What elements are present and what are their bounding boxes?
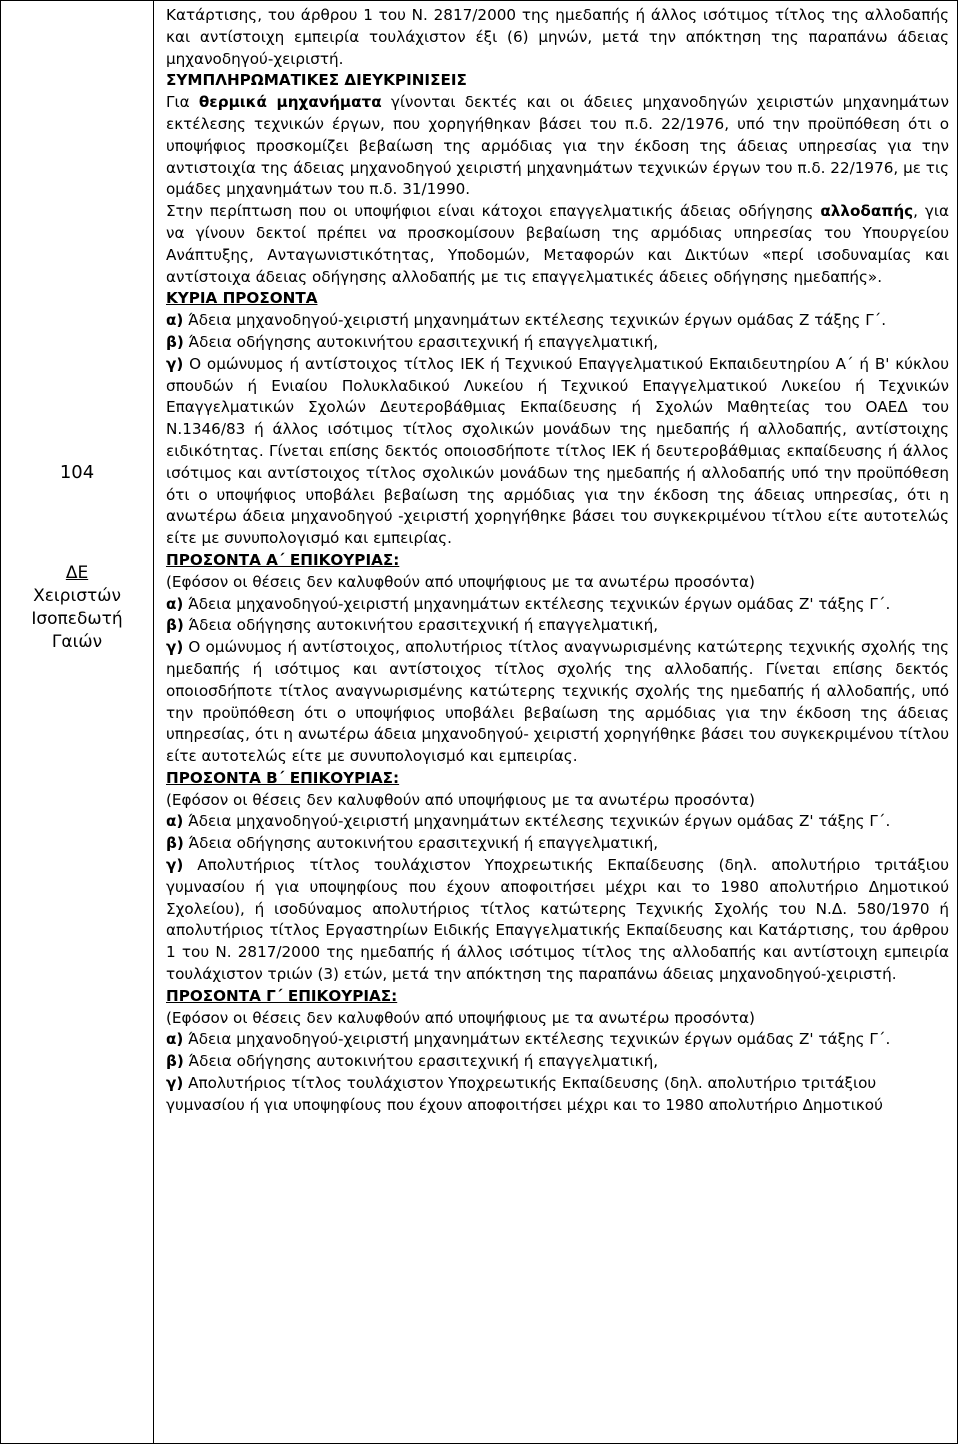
clarifications-paragraph-2: Στην περίπτωση που οι υποψήφιοι είναι κάτοχοι επαγγελματικής άδειας οδήγησης αλλοδαπής, για να γίνουν δεκτοί πρέπει να προσκομίσουν βεβαίωση της αρμόδιας υπηρεσίας του Υπουργείου Ανάπτυξης, Ανταγωνιστικότητας, Υποδομών, Μεταφορών και Δικτύων «περί ισοδυναμίας και αντίστοιχα άδειας οδήγησης αλλοδαπής με τις επαγγελματικές άδειες οδήγησης ημεδαπής». [166,202,949,286]
aux-b-qual-a: α) Άδεια μηχανοδηγού-χειριστή μηχανημάτων εκτέλεσης τεχνικών έργων ομάδας Ζ' τάξης Γ΄. [166,812,891,831]
main-qual-a: α) Άδεια μηχανοδηγού-χειριστή μηχανημάτων εκτέλεσης τεχνικών έργων ομάδας Ζ τάξης Γ΄. [166,311,887,330]
left-column-cell [1,1,154,1444]
clarifications-paragraph-1: Για θερμικά μηχανήματα γίνονται δεκτές και οι άδειες μηχανοδηγών χειριστών μηχανημάτων εκτέλεσης τεχνικών έργων, που χορηγήθηκαν βάσει του π.δ. 22/1976, υπό την προϋπόθεση ότι ο υποψήφιος προσκομίζει βεβαίωση της αρμόδιας για την έκδοση της άδειας υπηρεσίας για την αντιστοιχία της άδειας μηχανοδηγού χειριστή μηχανημάτων τεχνικών έργων του π.δ. 22/1976, με τις ομάδες μηχανημάτων του π.δ. 31/1990. [166,93,949,199]
aux-c-qual-b: β) Άδεια οδήγησης αυτοκινήτου ερασιτεχνική ή επαγγελματική, [166,1052,659,1071]
aux-a-qual-b: β) Άδεια οδήγησης αυτοκινήτου ερασιτεχνική ή επαγγελματική, [166,616,659,635]
specialty-line-2: Ισοπεδωτή [31,609,123,629]
specialty-code: ΔΕ [65,563,89,583]
specialty-line-3: Γαιών [51,632,103,652]
intro-paragraph: Κατάρτισης, του άρθρου 1 του Ν. 2817/2000 της ημεδαπής ή άλλος ισότιμος τίτλος της αλλοδαπής και αντίστοιχη εμπειρία τουλάχιστον έξι (6) μηνών, μετά την απόκτηση της παραπάνω άδειας μηχανοδηγού-χειριστή. [166,6,949,68]
clarifications-heading: ΣΥΜΠΛΗΡΩΜΑΤΙΚΕΣ ΔΙΕΥΚΡΙΝΙΣΕΙΣ [166,71,467,90]
aux-b-qual-c: γ) Απολυτήριος τίτλος τουλάχιστον Υποχρεωτικής Εκπαίδευσης (δηλ. απολυτήριο τριτάξιου γυμνασίου ή για υποψηφίους που έχουν αποφοιτήσει μέχρι και το 1980 απολυτήριο Δημοτικού Σχολείου), ή ισοδύναμος απολυτήριος τίτλος κατώτερης Τεχνικής Σχολής του Ν.Δ. 580/1970 ή απολυτήριος τίτλος Εργαστηρίων Ειδικής Επαγγελματικής Εκπαίδευσης και Κατάρτισης, του άρθρου 1 του Ν. 2817/2000 της ημεδαπής ή άλλος ισότιμος τίτλος της αλλοδαπής και αντίστοιχη εμπειρία τουλάχιστον τριών (3) ετών, μετά την απόκτηση της παραπάνω άδειας μηχανοδηγού-χειριστή. [166,856,949,984]
content-cell [154,1,958,1444]
aux-a-qual-c: γ) Ο ομώνυμος ή αντίστοιχος, απολυτήριος τίτλος αναγνωρισμένης κατώτερης τεχνικής σχολής της ημεδαπής ή ισότιμος και αντίστοιχος τίτλος σχολής της αλλοδαπής. Γίνεται επίσης δεκτός οποιοσδήποτε τίτλος αναγνωρισμένης κατώτερης τεχνικής σχολής της ημεδαπής ή αλλοδαπής, υπό την προϋπόθεση ότι ο υποψήφιος υποβάλει βεβαίωση της αρμόδιας για την έκδοση της άδειας υπηρεσίας, ότι η ανωτέρω άδεια μηχανοδηγού- χειριστή χορηγήθηκε βάσει του συγκεκριμένου τίτλου είτε αυτοτελώς είτε με συνυπολογισμό και εμπειρίας. [166,638,949,766]
main-qual-b: β) Άδεια οδήγησης αυτοκινήτου ερασιτεχνική ή επαγγελματική, [166,332,659,351]
aux-b-heading: ΠΡΟΣΟΝΤΑ Β΄ ΕΠΙΚΟΥΡΙΑΣ: [166,768,400,787]
aux-a-note: (Εφόσον οι θέσεις δεν καλυφθούν από υποψήφιους με τα ανωτέρω προσόντα) [166,572,755,591]
aux-c-note: (Εφόσον οι θέσεις δεν καλυφθούν από υποψήφιους με τα ανωτέρω προσόντα) [166,1008,755,1027]
qualifications-text [154,1,957,1117]
position-code: 104 [59,462,95,483]
aux-b-qual-b: β) Άδεια οδήγησης αυτοκινήτου ερασιτεχνική ή επαγγελματική, [166,834,659,853]
aux-c-qual-a: α) Άδεια μηχανοδηγού-χειριστή μηχανημάτων εκτέλεσης τεχνικών έργων ομάδας Ζ' τάξης Γ΄. [166,1030,891,1049]
aux-c-heading: ΠΡΟΣΟΝΤΑ Γ΄ ΕΠΙΚΟΥΡΙΑΣ: [166,986,398,1005]
aux-c-qual-c: γ) Απολυτήριος τίτλος τουλάχιστον Υποχρεωτικής Εκπαίδευσης (δηλ. απολυτήριο τριτάξιου γυμνασίου ή για υποψηφίους που έχουν αποφοιτήσει μέχρι και το 1980 απολυτήριο Δημοτικού [166,1074,883,1114]
aux-a-heading: ΠΡΟΣΟΝΤΑ Α΄ ΕΠΙΚΟΥΡΙΑΣ: [166,550,400,569]
main-qualifications-heading: ΚΥΡΙΑ ΠΡΟΣΟΝΤΑ [166,289,318,308]
aux-a-qual-a: α) Άδεια μηχανοδηγού-χειριστή μηχανημάτων εκτέλεσης τεχνικών έργων ομάδας Ζ' τάξης Γ΄. [166,594,891,613]
main-qual-c: γ) Ο ομώνυμος ή αντίστοιχος τίτλος ΙΕΚ ή Τεχνικού Επαγγελματικού Εκπαιδευτηρίου Α΄ ή Β' κύκλου σπουδών ή Ενιαίου Πολυκλαδικού Λυκείου ή Τεχνικού Επαγγελματικού Λυκείου ή Τεχνικών Επαγγελματικών Σχολών Δευτεροβάθμιας Εκπαίδευσης ή Σχολών Μαθητείας του ΟΑΕΔ του Ν.1346/83 ή άλλος ισότιμος τίτλος σχολικών μονάδων της ημεδαπής ή αλλοδαπής, αντίστοιχης ειδικότητας. Γίνεται επίσης δεκτός οποιοσδήποτε τίτλος ΙΕΚ ή δευτεροβάθμιας εκπαίδευσης ή άλλος ισότιμος και αντίστοιχος τίτλος σχολικών μονάδων της ημεδαπής ή αλλοδαπής υπό την προϋπόθεση ότι ο υποψήφιος υποβάλει βεβαίωση της αρμόδιας για την έκδοση της άδειας υπηρεσίας, ότι η ανωτέρω άδεια μηχανοδηγού -χειριστή χορηγήθηκε βάσει του συγκεκριμένου τίτλου είτε αυτοτελώς είτε με συνυπολογισμό και εμπειρίας. [166,354,949,548]
position-info [1,461,153,654]
aux-b-note: (Εφόσον οι θέσεις δεν καλυφθούν από υποψήφιους με τα ανωτέρω προσόντα) [166,790,755,809]
specialty-line-1: Χειριστών [33,586,121,606]
